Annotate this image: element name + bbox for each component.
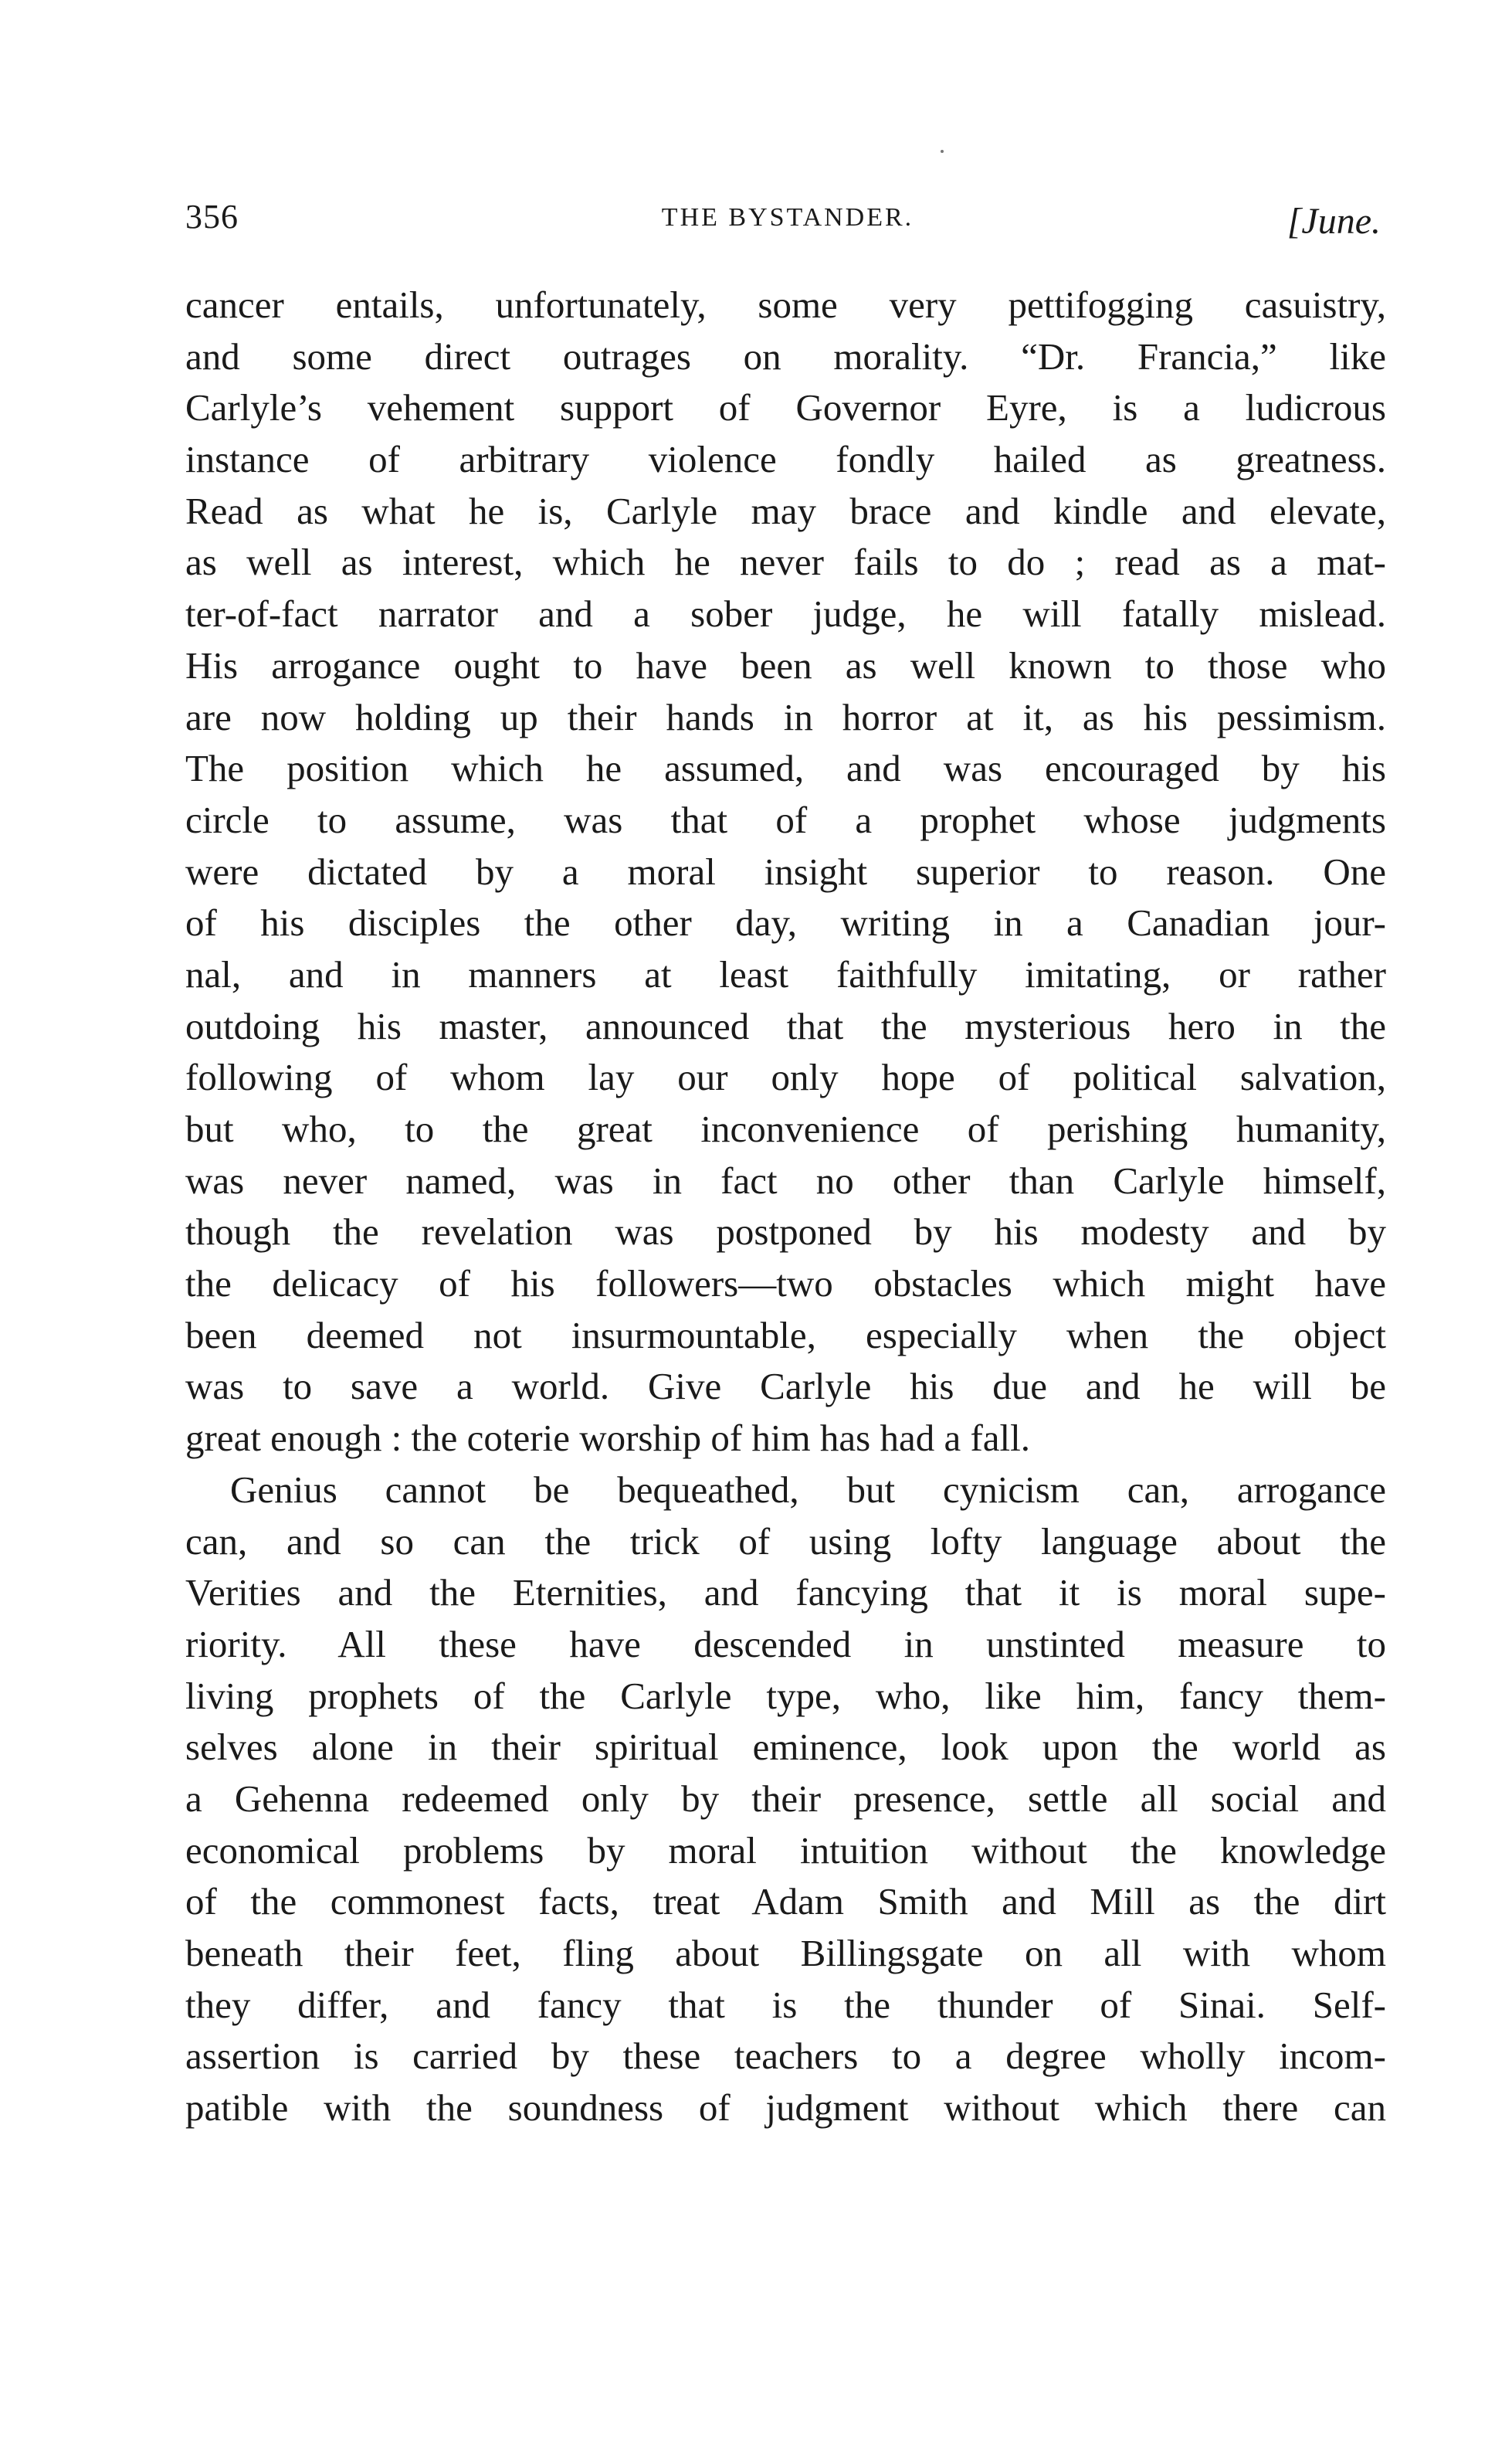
text-line: of the commonest facts, treat Adam Smith and Mill as the dirt: [185, 1880, 1386, 1923]
text-line: economical problems by moral intuition without the knowledge: [185, 1828, 1386, 1872]
text-line: Read as what he is, Carlyle may brace and kindle and elevate,: [185, 489, 1386, 532]
body-text: [185, 280, 1386, 2134]
paragraph: [185, 1464, 1386, 2134]
text-line: riority. All these have descended in unstinted measure to: [185, 1622, 1386, 1665]
text-line: circle to assume, was that of a prophet whose judgments: [185, 798, 1386, 841]
text-line: living prophets of the Carlyle type, who, like him, fancy them-: [185, 1674, 1386, 1717]
text-line: His arrogance ought to have been as well known to those who: [185, 643, 1386, 687]
running-head: [185, 197, 1390, 251]
text-line: following of whom lay our only hope of political salvation,: [185, 1056, 1386, 1099]
text-line: ter-of-fact narrator and a sober judge, he will fatally mislead.: [185, 592, 1386, 636]
text-line: outdoing his master, announced that the mysterious hero in the: [185, 1004, 1386, 1047]
text-line: the delicacy of his followers—two obstacles which might have: [185, 1262, 1386, 1305]
text-line: selves alone in their spiritual eminence, look upon the world as: [185, 1726, 1386, 1769]
print-speck: [941, 150, 944, 153]
text-line: a Gehenna redeemed only by their presence, settle all social and: [185, 1777, 1386, 1820]
running-date: [June.: [1287, 201, 1381, 242]
text-line: assertion is carried by these teachers to a degree wholly incom-: [185, 2035, 1386, 2078]
text-line: and some direct outrages on morality. “Dr. Francia,” like: [185, 334, 1386, 378]
text-line: beneath their feet, fling about Billingsgate on all with whom: [185, 1932, 1386, 1974]
page-number: 356: [185, 198, 239, 236]
text-line: The position which he assumed, and was encouraged by his: [185, 747, 1386, 790]
text-line: cancer entails, unfortunately, some very pettifogging casuistry,: [185, 283, 1386, 326]
text-line: patible with the soundness of judgment without which there can: [185, 2086, 1386, 2130]
text-line: but who, to the great inconvenience of perishing humanity,: [185, 1108, 1386, 1150]
paragraph: [185, 280, 1386, 1464]
text-line: were dictated by a moral insight superior to reason. One: [185, 850, 1386, 893]
text-line: Carlyle’s vehement support of Governor Eyre, is a ludicrous: [185, 386, 1386, 429]
text-line: they differ, and fancy that is the thunder of Sinai. Self-: [185, 1983, 1386, 2026]
text-line: nal, and in manners at least faithfully imitating, or rather: [185, 952, 1386, 996]
text-line: Genius cannot be bequeathed, but cynicism can, arrogance: [230, 1468, 1386, 1511]
text-line: though the revelation was postponed by his modesty and by: [185, 1210, 1386, 1254]
text-line: instance of arbitrary violence fondly hailed as greatness.: [185, 438, 1386, 481]
text-line: been deemed not insurmountable, especially when the object: [185, 1313, 1386, 1356]
text-line: of his disciples the other day, writing in a Canadian jour-: [185, 901, 1386, 945]
text-line: Verities and the Eternities, and fancying that it is moral supe-: [185, 1571, 1386, 1614]
text-line: as well as interest, which he never fails to do ; read as a mat-: [185, 541, 1386, 584]
text-line: was to save a world. Give Carlyle his due and he will be: [185, 1365, 1386, 1408]
text-line: great enough : the coterie worship of him has had a fall.: [185, 1417, 1030, 1460]
text-line: are now holding up their hands in horror at it, as his pessimism.: [185, 695, 1386, 738]
running-title: THE BYSTANDER.: [661, 203, 914, 232]
text-line: can, and so can the trick of using lofty language about the: [185, 1519, 1386, 1563]
text-line: was never named, was in fact no other than Carlyle himself,: [185, 1159, 1386, 1202]
